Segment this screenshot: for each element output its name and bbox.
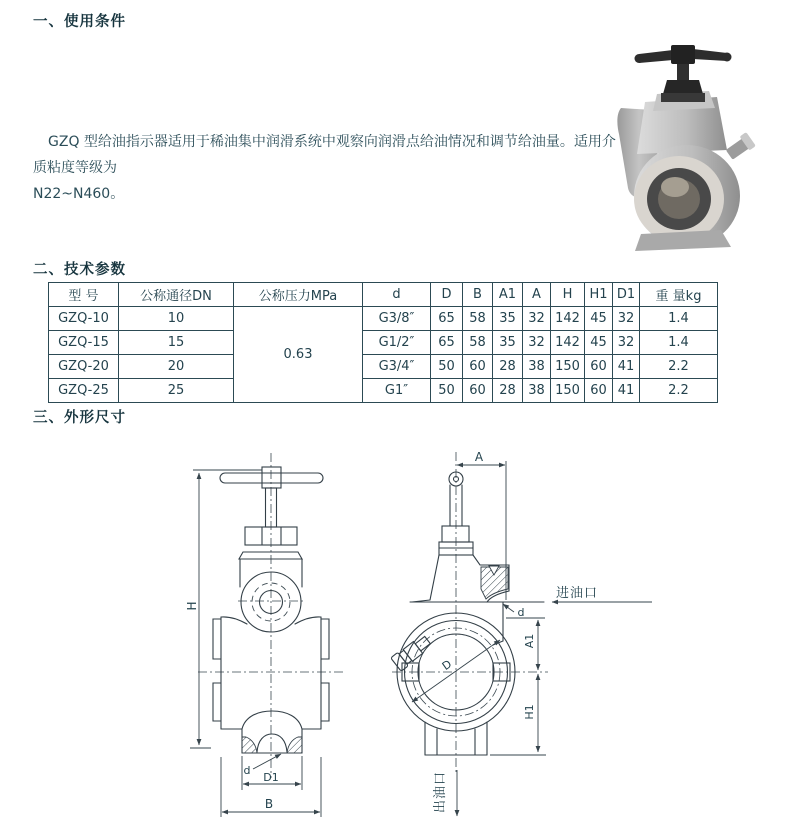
cell-D: 65	[431, 331, 463, 355]
cell-model: GZQ-10	[49, 307, 119, 331]
cell-H1: 60	[585, 379, 613, 403]
dim-label-d-front: d	[243, 764, 251, 777]
cell-H: 142	[551, 331, 585, 355]
cell-H: 150	[551, 355, 585, 379]
photo-sight-glass	[634, 145, 740, 247]
dim-label-a1: A1	[523, 633, 536, 649]
cell-A: 38	[523, 379, 551, 403]
cell-D1: 32	[613, 331, 640, 355]
cell-B: 58	[463, 307, 493, 331]
col-header-A: A	[523, 283, 551, 307]
col-header-weight: 重 量kg	[640, 283, 718, 307]
col-header-H: H	[551, 283, 585, 307]
dim-label-h: H	[185, 601, 199, 611]
col-header-D: D	[431, 283, 463, 307]
cell-A: 32	[523, 307, 551, 331]
cell-A: 38	[523, 355, 551, 379]
section-heading-usage: 一、使用条件	[33, 14, 126, 30]
cell-D1: 32	[613, 307, 640, 331]
col-header-H1: H1	[585, 283, 613, 307]
cell-D1: 41	[613, 355, 640, 379]
table-row	[49, 355, 718, 379]
cell-A1: 35	[493, 307, 523, 331]
usage-paragraph-line2: N22~N460。	[33, 186, 125, 202]
cell-H1: 45	[585, 307, 613, 331]
cell-dn: 10	[119, 307, 234, 331]
cell-H: 150	[551, 379, 585, 403]
cell-weight: 2.2	[640, 379, 718, 403]
col-header-B: B	[463, 283, 493, 307]
outline-drawings	[0, 433, 798, 833]
col-header-d: d	[363, 283, 431, 307]
dim-label-a: A	[474, 450, 484, 464]
section-heading-specs: 二、技术参数	[33, 262, 126, 278]
table-header-row	[49, 283, 718, 307]
photo-base	[635, 230, 731, 251]
cell-H: 142	[551, 307, 585, 331]
cell-model: GZQ-20	[49, 355, 119, 379]
side-view-drawing	[391, 450, 652, 816]
cell-d: G1″	[363, 379, 431, 403]
cell-D: 65	[431, 307, 463, 331]
dim-label-d1: D1	[263, 771, 279, 784]
front-view-drawing	[185, 453, 345, 817]
cell-D: 50	[431, 355, 463, 379]
col-header-pressure: 公称压力MPa	[234, 283, 363, 307]
cell-d: G1/2″	[363, 331, 431, 355]
cell-H1: 60	[585, 355, 613, 379]
photo-side-nub	[724, 132, 756, 161]
cell-H1: 45	[585, 331, 613, 355]
cell-D1: 41	[613, 379, 640, 403]
cell-model: GZQ-15	[49, 331, 119, 355]
inlet-label: 进油口	[556, 586, 599, 601]
col-header-D1: D1	[613, 283, 640, 307]
section-heading-dimensions: 三、外形尺寸	[33, 410, 126, 426]
spec-table	[48, 282, 718, 403]
col-header-model: 型 号	[49, 283, 119, 307]
cell-A1: 28	[493, 379, 523, 403]
cell-A: 32	[523, 331, 551, 355]
cell-d: G3/8″	[363, 307, 431, 331]
cell-B: 60	[463, 355, 493, 379]
table-row	[49, 379, 718, 403]
cell-D: 50	[431, 379, 463, 403]
outlet-label: 出油口	[433, 770, 448, 814]
product-photo	[615, 36, 773, 254]
table-row	[49, 331, 718, 355]
col-header-dn: 公称通径DN	[119, 283, 234, 307]
dim-label-dia: D	[439, 657, 455, 673]
cell-dn: 20	[119, 355, 234, 379]
side-plug	[391, 633, 433, 671]
cell-weight: 1.4	[640, 307, 718, 331]
usage-paragraph	[33, 129, 629, 207]
cell-B: 60	[463, 379, 493, 403]
dim-label-d-side: d	[517, 606, 525, 619]
photo-t-handle	[635, 45, 732, 102]
cell-weight: 2.2	[640, 355, 718, 379]
cell-d: G3/4″	[363, 355, 431, 379]
col-header-A1: A1	[493, 283, 523, 307]
cell-dn: 15	[119, 331, 234, 355]
cell-pressure-merged: 0.63	[234, 307, 363, 403]
table-row	[49, 307, 718, 331]
cell-A1: 28	[493, 355, 523, 379]
usage-paragraph-line1: GZQ 型给油指示器适用于稀油集中润滑系统中观察向润滑点给油情况和调节给油量。适用介质粘度等级为	[33, 134, 616, 176]
cell-B: 58	[463, 331, 493, 355]
dim-label-b: B	[264, 797, 274, 811]
cell-weight: 1.4	[640, 331, 718, 355]
dim-label-h1: H1	[523, 704, 536, 720]
cell-dn: 25	[119, 379, 234, 403]
cell-A1: 35	[493, 331, 523, 355]
cell-model: GZQ-25	[49, 379, 119, 403]
